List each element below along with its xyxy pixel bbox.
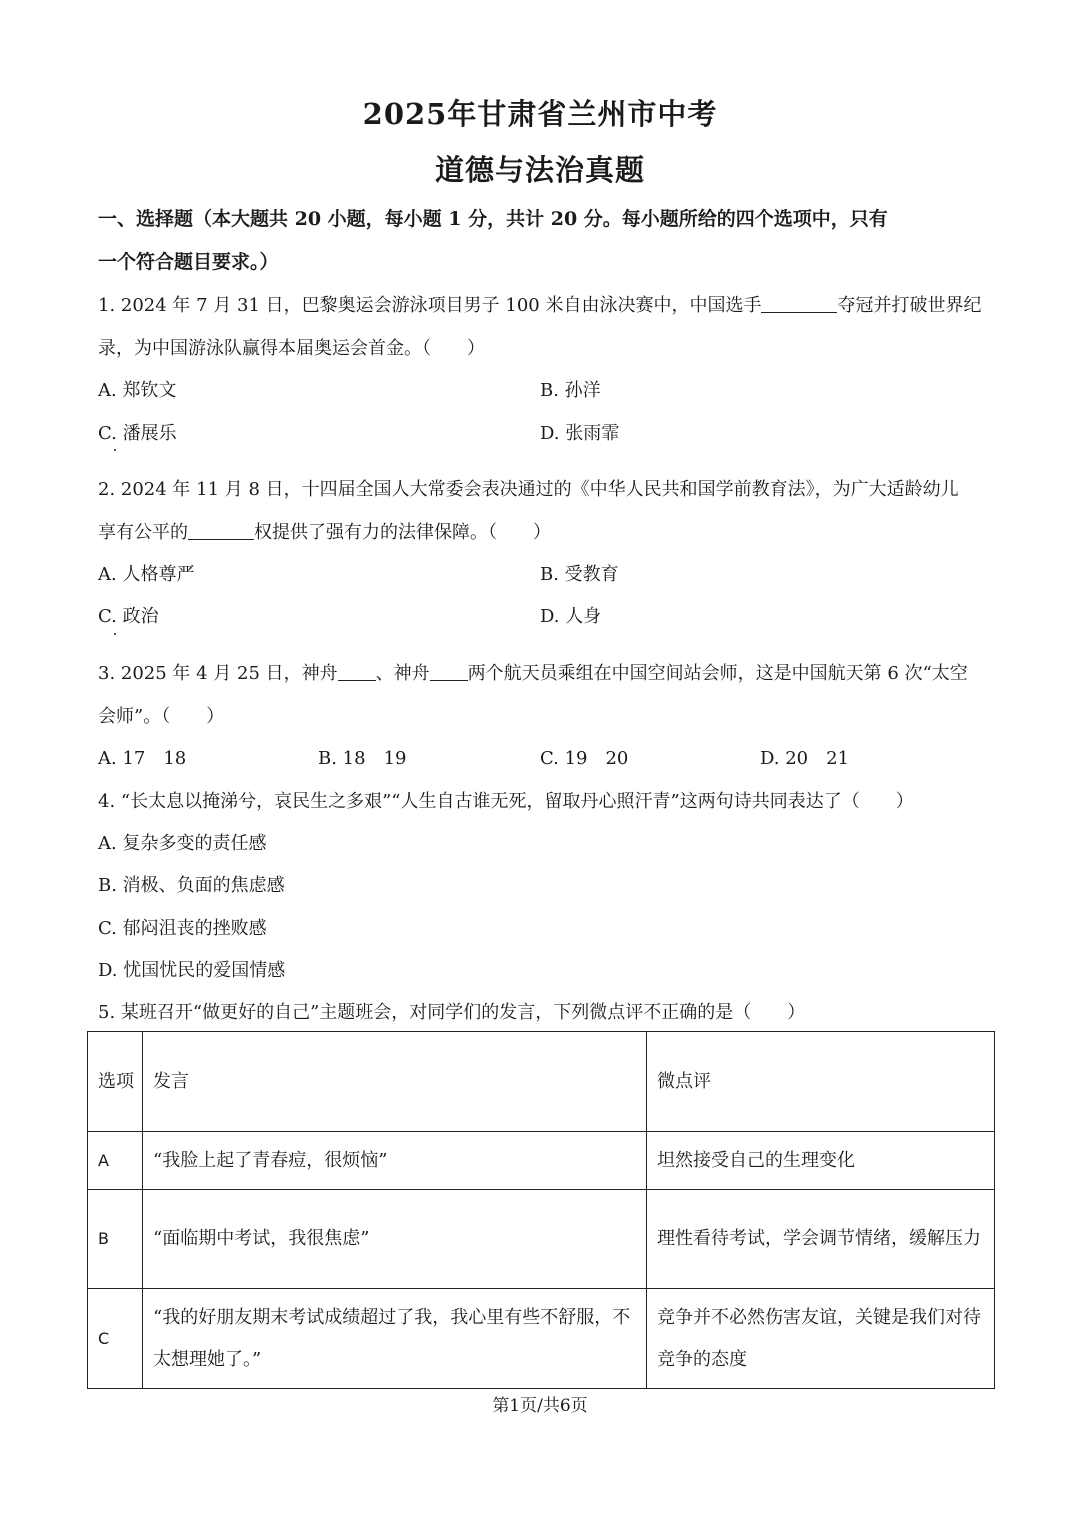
q5-table (87, 1031, 995, 1389)
table-cell-speech: “我的好朋友期末考试成绩超过了我，我心里有些不舒服，不太想理她了。” (143, 1289, 647, 1389)
q3-option-b: B. 18 19 (318, 748, 407, 769)
table-row (88, 1132, 995, 1190)
q3-blank-2 (430, 662, 468, 681)
q3-stem-line2: 会师”。（ ） (98, 706, 225, 727)
q1-option-d: D. 张雨霏 (540, 423, 620, 444)
q4-option-a: A. 复杂多变的责任感 (98, 833, 267, 854)
table-header-comment: 微点评 (647, 1032, 995, 1132)
q4-option-c: C. 郁闷沮丧的挫败感 (98, 918, 267, 939)
table-cell-speech: “面临期中考试，我很焦虑” (143, 1190, 647, 1289)
page-title: 2025年甘肃省兰州市中考 (362, 97, 718, 131)
q3-option-c: C. 19 20 (540, 748, 629, 769)
table-row (88, 1190, 995, 1289)
q2-option-d: D. 人身 (540, 606, 602, 627)
section-heading-line1: 一、选择题（本大题共 20 小题，每小题 1 分，共计 20 分。每小题所给的四个选项中，只有 (98, 208, 888, 230)
q1-option-a: A. 郑钦文 (98, 380, 177, 401)
q1-stem-line1: 1. 2024 年 7 月 31 日，巴黎奥运会游泳项目男子 100 米自由泳决赛中，中国选手 夺冠并打破世界纪 (98, 295, 982, 316)
table-cell-comment: 竞争并不必然伤害友谊，关键是我们对待竞争的态度 (647, 1289, 995, 1389)
table-header-row (88, 1032, 995, 1132)
table-header-option: 选项 (88, 1032, 143, 1132)
q2-blank (188, 521, 254, 540)
q3-stem-line1: 3. 2025 年 4 月 25 日，神舟 、神舟 两个航天员乘组在中国空间站会师，这是中国航天第 6 次“太空 (98, 663, 968, 684)
stray-dot (114, 449, 116, 451)
section-heading-line2: 一个符合题目要求。） (98, 251, 279, 273)
q2-option-a: A. 人格尊严 (98, 564, 195, 585)
q2-stem-line2: 享有公平的 权提供了强有力的法律保障。（ ） (98, 522, 551, 543)
table-cell-speech: “我脸上起了青春痘，很烦恼” (143, 1132, 647, 1190)
table-row (88, 1289, 995, 1389)
table-cell-option: A (88, 1132, 143, 1190)
table-header-speech: 发言 (143, 1032, 647, 1132)
q1-blank (761, 294, 837, 313)
q5-stem: 5. 某班召开“做更好的自己”主题班会，对同学们的发言，下列微点评不正确的是（ ） (98, 1002, 806, 1023)
q1-stem-line2: 录，为中国游泳队赢得本届奥运会首金。（ ） (98, 338, 485, 359)
table-cell-comment: 坦然接受自己的生理变化 (647, 1132, 995, 1190)
table-cell-option: C (88, 1289, 143, 1389)
page-footer: 第1页/共6页 (492, 1396, 588, 1416)
table-cell-option: B (88, 1190, 143, 1289)
q2-option-b: B. 受教育 (540, 564, 619, 585)
q4-option-b: B. 消极、负面的焦虑感 (98, 875, 285, 896)
q1-option-c: C. 潘展乐 (98, 423, 177, 444)
q4-option-d: D. 忧国忧民的爱国情感 (98, 960, 286, 981)
page-subtitle: 道德与法治真题 (434, 153, 645, 187)
q2-stem-line1: 2. 2024 年 11 月 8 日，十四届全国人大常委会表决通过的《中华人民共和国学前教育法》，为广大适龄幼儿 (98, 479, 959, 500)
q4-stem: 4. “长太息以掩涕兮，哀民生之多艰”“人生自古谁无死，留取丹心照汗青”这两句诗共同表达了（ ） (98, 791, 914, 812)
stray-dot (114, 633, 116, 635)
q3-option-d: D. 20 21 (760, 748, 850, 769)
q2-option-c: C. 政治 (98, 606, 159, 627)
q3-option-a: A. 17 18 (98, 748, 187, 769)
table-cell-comment: 理性看待考试，学会调节情绪，缓解压力 (647, 1190, 995, 1289)
q3-blank-1 (338, 662, 376, 681)
q1-option-b: B. 孙洋 (540, 380, 601, 401)
